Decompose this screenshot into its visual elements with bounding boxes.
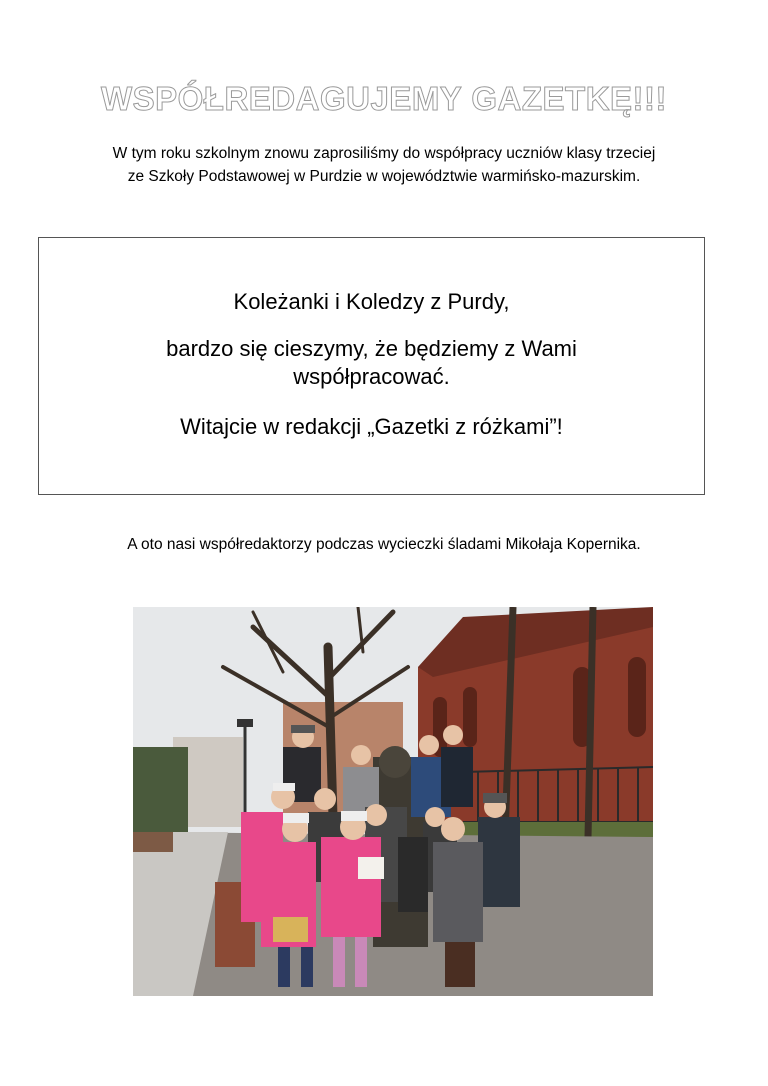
page-title: WSPÓŁREDAGUJEMY GAZETKĘ!!! — [100, 80, 668, 117]
greeting-welcome: Witajcie w redakcji „Gazetki z różkami”! — [180, 414, 563, 439]
greeting-box — [38, 237, 705, 495]
intro-paragraph — [30, 142, 738, 188]
group-photo — [133, 607, 653, 996]
greeting-message: bardzo się cieszymy, że będziemy z Wami współpracować. — [166, 336, 577, 389]
statue-head — [379, 746, 411, 778]
intro-line-2: ze Szkoły Podstawowej w Purdzie w województwie warmińsko-mazurskim. — [127, 168, 641, 185]
photo-caption: A oto nasi współredaktorzy podczas wycieczki śladami Mikołaja Kopernika. — [127, 536, 641, 553]
flower-bed — [133, 832, 173, 852]
lamp — [237, 719, 253, 727]
church-window — [628, 657, 646, 737]
group-photo-illustration — [133, 607, 653, 996]
intro-line-1: W tym roku szkolnym znowu zaprosiliśmy do współpracy uczniów klasy trzeciej — [112, 145, 656, 162]
church-window — [463, 687, 477, 747]
evergreen — [133, 747, 188, 837]
greeting-salutation: Koleżanki i Koledzy z Purdy, — [233, 289, 510, 314]
